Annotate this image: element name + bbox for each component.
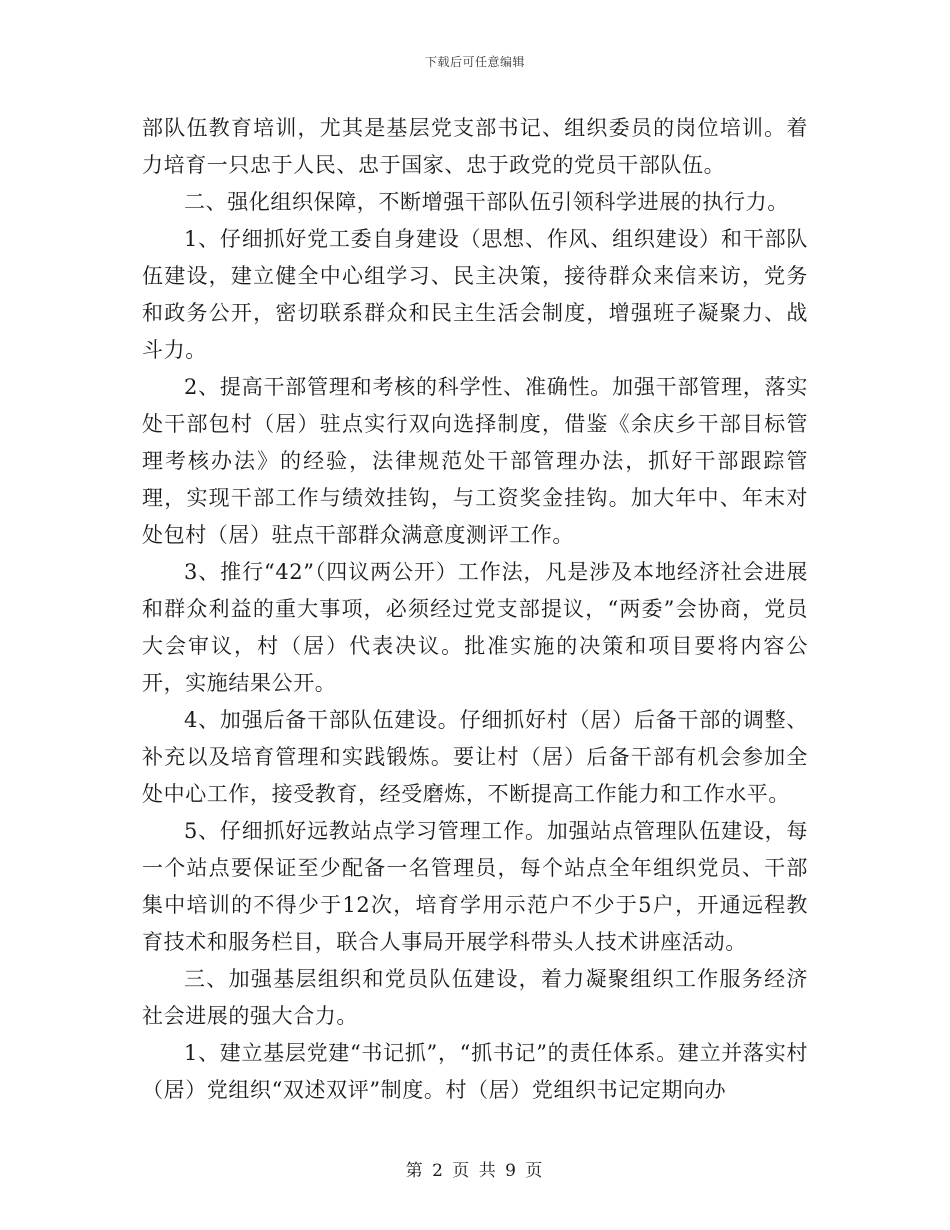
paragraph-item: 4、加强后备干部队伍建设。仔细抓好村（居）后备干部的调整、补充以及培育管理和实践锻炼。要让村（居）后备干部有机会参加全处中心工作，接受教育，经受磨炼，不断提高工作能力和工作水平。 bbox=[142, 708, 808, 806]
page-footer: 第 2 页 共 9 页 bbox=[405, 1161, 545, 1181]
document-body bbox=[142, 110, 808, 1109]
paragraph-continuation: 部队伍教育培训，尤其是基层党支部书记、组织委员的岗位培训。着力培育一只忠于人民、忠于国家、忠于政党的党员干部队伍。 bbox=[142, 116, 808, 177]
paragraph-item: 5、仔细抓好远教站点学习管理工作。加强站点管理队伍建设，每一个站点要保证至少配备一名管理员，每个站点全年组织党员、干部集中培训的不得少于12次，培育学用示范户不少于5户，开通远程教育技术和服务栏目，联合人事局开展学科带头人技术讲座活动。 bbox=[142, 819, 808, 954]
page-header: 下载后可任意编辑 bbox=[424, 55, 525, 69]
paragraph-item: 2、提高干部管理和考核的科学性、准确性。加强干部管理，落实处干部包村（居）驻点实行双向选择制度，借鉴《余庆乡干部目标管理考核办法》的经验，法律规范处干部管理办法，抓好干部跟踪管理，实现干部工作与绩效挂钩，与工资奖金挂钩。加大年中、年末对处包村（居）驻点干部群众满意度测评工作。 bbox=[142, 375, 808, 547]
paragraph-item: 1、仔细抓好党工委自身建设（思想、作风、组织建设）和干部队伍建设，建立健全中心组学习、民主决策，接待群众来信来访，党务和政务公开，密切联系群众和民主生活会制度，增强班子凝聚力、战斗力。 bbox=[142, 227, 808, 362]
section-heading-3: 三、加强基层组织和党员队伍建设，着力凝聚组织工作服务经济社会进展的强大合力。 bbox=[142, 967, 808, 1028]
section-heading-2: 二、强化组织保障，不断增强干部队伍引领科学进展的执行力。 bbox=[184, 190, 789, 214]
paragraph-item: 1、建立基层党建“书记抓”，“抓书记”的责任体系。建立并落实村（居）党组织“双述双评”制度。村（居）党组织书记定期向办 bbox=[142, 1041, 808, 1102]
paragraph-item: 3、推行“42”（四议两公开）工作法，凡是涉及本地经济社会进展和群众利益的重大事项，必须经过党支部提议，“两委”会协商，党员大会审议，村（居）代表决议。批准实施的决策和项目要将内容公开，实施结果公开。 bbox=[142, 560, 808, 695]
